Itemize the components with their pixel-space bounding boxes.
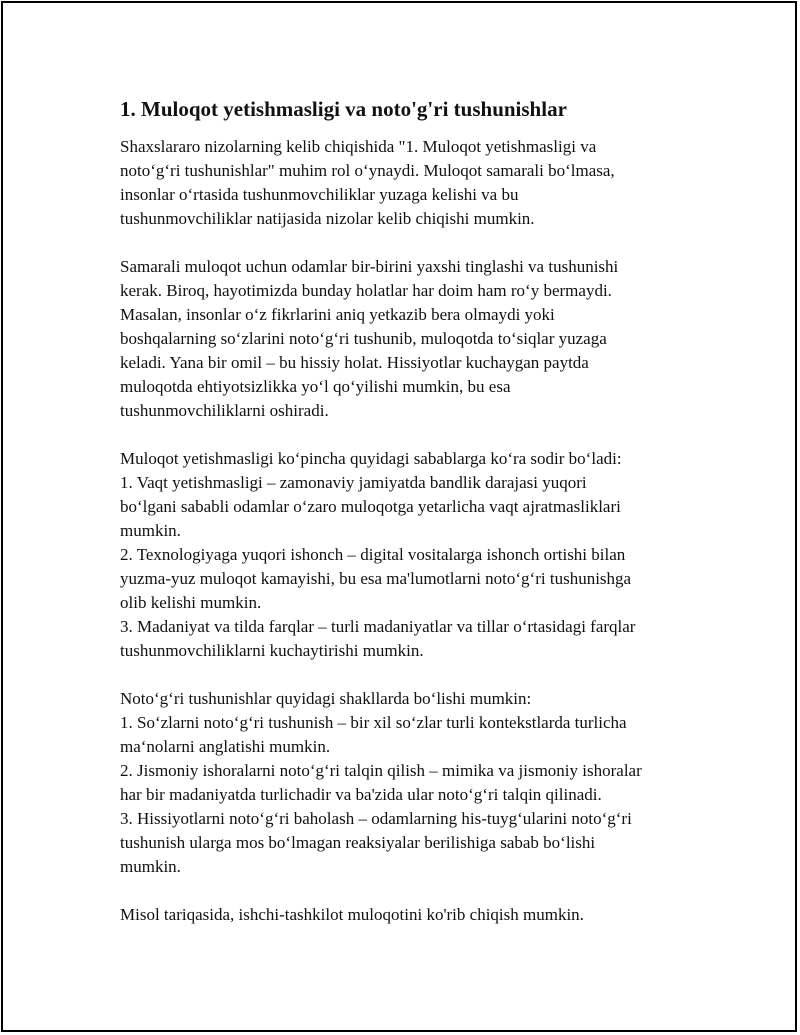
document-body [120, 95, 700, 951]
text-line: boshqalarning so‘zlarini noto‘g‘ri tushunib, muloqotda to‘siqlar yuzaga [120, 329, 607, 348]
text-line: Misol tariqasida, ishchi-tashkilot muloqotini ko'rib chiqish mumkin. [120, 905, 584, 924]
list-item-line: olib kelishi mumkin. [120, 593, 262, 612]
text-line: keladi. Yana bir omil – bu hissiy holat. Hissiyotlar kuchaygan paytda [120, 353, 589, 372]
paragraph-effective-communication [120, 255, 700, 423]
list-item-line: yuzma-yuz muloqot kamayishi, bu esa ma'lumotlarni noto‘g‘ri tushunishga [120, 569, 632, 588]
text-line: Samarali muloqot uchun odamlar bir-birini yaxshi tinglashi va tushunishi [120, 257, 619, 276]
list-item-line: 2. Jismoniy ishoralarni noto‘g‘ri talqin qilish – mimika va jismoniy ishoralar [120, 761, 642, 780]
paragraph-causes-list [120, 447, 700, 663]
list-item-line: har bir madaniyatda turlichadir va ba'zida ular noto‘g‘ri talqin qilinadi. [120, 785, 602, 804]
text-line: noto‘g‘ri tushunishlar" muhim rol o‘ynaydi. Muloqot samarali bo‘lmasa, [120, 161, 615, 180]
list-item-line: tushunmovchiliklarni kuchaytirishi mumkin. [120, 641, 424, 660]
paragraph-intro [120, 135, 700, 231]
list-item-line: ma‘nolarni anglatishi mumkin. [120, 737, 331, 756]
list-item-line: 1. So‘zlarni noto‘g‘ri tushunish – bir xil so‘zlar turli kontekstlarda turlicha [120, 713, 627, 732]
list-item-line: 3. Hissiyotlarni noto‘g‘ri baholash – odamlarning his-tuyg‘ularini noto‘g‘ri [120, 809, 632, 828]
list-item-line: 2. Texnologiyaga yuqori ishonch – digital vositalarga ishonch ortishi bilan [120, 545, 626, 564]
text-line: muloqotda ehtiyotsizlikka yo‘l qo‘yilishi mumkin, bu esa [120, 377, 511, 396]
text-line: Shaxslararo nizolarning kelib chiqishida "1. Muloqot yetishmasligi va [120, 137, 597, 156]
paragraph-example [120, 903, 700, 927]
list-item-line: 1. Vaqt yetishmasligi – zamonaviy jamiyatda bandlik darajasi yuqori [120, 473, 587, 492]
page-border [1, 1, 797, 1032]
paragraph-forms-list [120, 687, 700, 879]
text-line: kerak. Biroq, hayotimizda bunday holatlar har doim ham ro‘y bermaydi. [120, 281, 612, 300]
text-line: Muloqot yetishmasligi ko‘pincha quyidagi sabablarga ko‘ra sodir bo‘ladi: [120, 449, 622, 468]
text-line: tushunmovchiliklar natijasida nizolar kelib chiqishi mumkin. [120, 209, 535, 228]
list-item-line: 3. Madaniyat va tilda farqlar – turli madaniyatlar va tillar o‘rtasidagi farqlar [120, 617, 636, 636]
text-line: Noto‘g‘ri tushunishlar quyidagi shakllarda bo‘lishi mumkin: [120, 689, 532, 708]
list-item-line: mumkin. [120, 857, 181, 876]
list-item-line: mumkin. [120, 521, 181, 540]
text-line: Masalan, insonlar o‘z fikrlarini aniq yetkazib bera olmaydi yoki [120, 305, 555, 324]
text-line: insonlar o‘rtasida tushunmovchiliklar yuzaga kelishi va bu [120, 185, 519, 204]
list-item-line: tushunish ularga mos bo‘lmagan reaksiyalar berilishiga sabab bo‘lishi [120, 833, 596, 852]
section-heading: 1. Muloqot yetishmasligi va noto'g'ri tushunishlar [120, 97, 567, 121]
list-item-line: bo‘lgani sababli odamlar o‘zaro muloqotga yetarlicha vaqt ajratmasliklari [120, 497, 621, 516]
text-line: tushunmovchiliklarni oshiradi. [120, 401, 329, 420]
